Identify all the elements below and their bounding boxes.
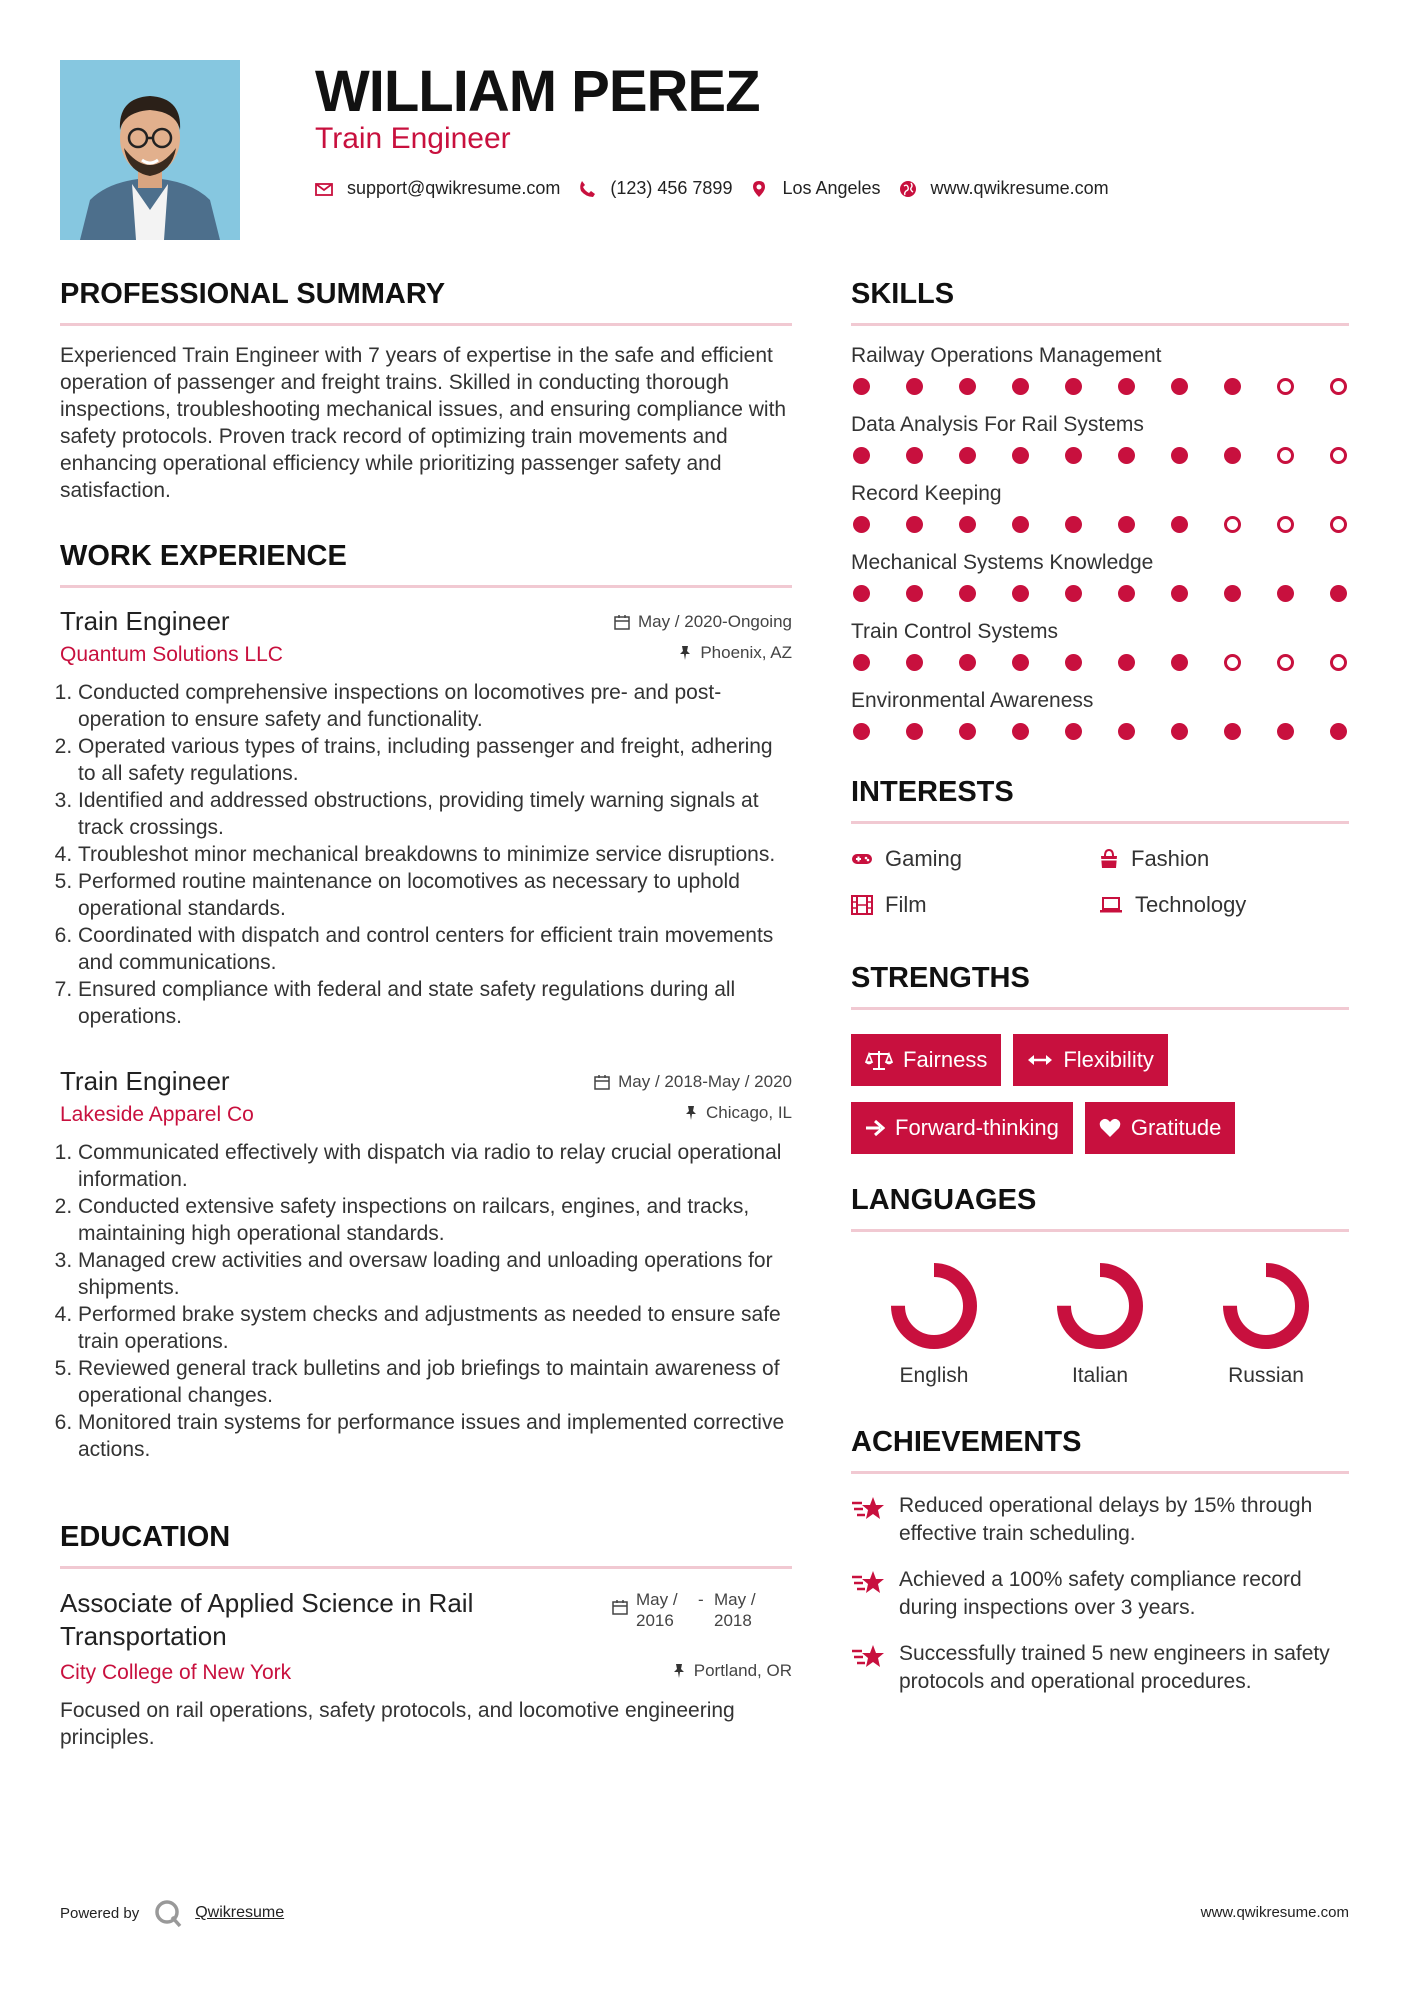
languages-heading: LANGUAGES <box>851 1184 1349 1232</box>
contact-website[interactable]: www.qwikresume.com <box>930 178 1109 198</box>
rating-dot-filled <box>906 585 923 602</box>
heart-icon <box>1099 1118 1121 1138</box>
rating-dot-filled <box>1065 378 1082 395</box>
interest-item <box>851 846 1099 872</box>
job-dates-text: May / 2018-May / 2020 <box>618 1072 792 1091</box>
rating-dot-filled <box>853 585 870 602</box>
job-dates <box>594 1072 792 1092</box>
experience-heading: WORK EXPERIENCE <box>60 540 792 588</box>
right-column <box>851 278 1349 1696</box>
rating-dot-filled <box>906 654 923 671</box>
rating-dot-filled <box>959 447 976 464</box>
rating-dot-filled <box>1012 378 1029 395</box>
job-dates-text: May / 2020-Ongoing <box>637 612 792 631</box>
profile-photo <box>60 60 240 240</box>
summary-text: Experienced Train Engineer with 7 years of expertise in the safe and efficient operation of passenger and freight trains. Skilled in conducting thorough inspections, troubleshooting mechanical issues, and ensuring compliance with safety protocols. Proven track record of optimizing train movements and enhancing operational efficiency while prioritizing passenger safety and satisfaction. <box>60 344 787 502</box>
rating-dot-filled <box>853 654 870 671</box>
calendar-icon <box>594 1074 610 1090</box>
shooting-star-icon <box>851 1568 885 1596</box>
skill-rating <box>851 447 1349 464</box>
rating-dot-filled <box>906 447 923 464</box>
gamepad-icon <box>851 851 873 867</box>
language-name: English <box>899 1364 969 1387</box>
rating-dot-empty <box>1330 654 1347 671</box>
list-item: 5. Reviewed general track bulletins and job briefings to maintain awareness of operational changes. <box>78 1355 792 1409</box>
qwikresume-link[interactable]: Qwikresume <box>195 1904 285 1921</box>
strength-badge <box>1085 1102 1236 1154</box>
language-item <box>851 1256 1017 1388</box>
education-dates: May / 2016 - May / 2018 <box>612 1589 770 1631</box>
list-item: 1. Communicated effectively with dispatch via radio to relay crucial operational information. <box>78 1139 792 1193</box>
list-item: 1. Conducted comprehensive inspections on locomotives pre- and post-operation to ensure safety and functionality. <box>78 679 792 733</box>
calendar-icon <box>612 1599 628 1615</box>
rating-dot-filled <box>1012 447 1029 464</box>
job-company: Quantum Solutions LLC <box>60 643 283 666</box>
rating-dot-filled <box>1224 378 1241 395</box>
education-entry <box>60 1587 792 1751</box>
interest-label: Fashion <box>1131 846 1210 871</box>
pin-icon <box>678 645 692 661</box>
interests-grid <box>851 846 1349 918</box>
list-item: 3. Managed crew activities and oversaw loading and unloading operations for shipments. <box>78 1247 792 1301</box>
rating-dot-filled <box>906 378 923 395</box>
candidate-role: Train Engineer <box>315 122 511 155</box>
rating-dot-filled <box>1118 723 1135 740</box>
skill-rating <box>851 654 1349 671</box>
achievement-text: Successfully trained 5 new engineers in safety protocols and operational procedures. <box>899 1642 1330 1693</box>
strengths-heading: STRENGTHS <box>851 962 1349 1010</box>
contact-location: Los Angeles <box>782 178 881 198</box>
strength-label: Flexibility <box>1063 1047 1154 1072</box>
skill-rating <box>851 378 1349 395</box>
map-pin-icon <box>750 180 768 198</box>
shopping-bag-icon <box>1099 849 1119 869</box>
rating-dot-filled <box>1118 516 1135 533</box>
list-item: 2. Operated various types of trains, including passenger and freight, adhering to all safety regulations. <box>78 733 792 787</box>
job-entry <box>60 1066 792 1463</box>
interest-label: Film <box>885 892 927 917</box>
rating-dot-empty <box>1277 378 1294 395</box>
list-item: 7. Ensured compliance with federal and state safety regulations during all operations. <box>78 976 792 1030</box>
skill-rating <box>851 516 1349 533</box>
language-item <box>1183 1256 1349 1388</box>
rating-dot-filled <box>1224 447 1241 464</box>
achievements-heading: ACHIEVEMENTS <box>851 1426 1349 1474</box>
list-item: 6. Monitored train systems for performance issues and implemented corrective actions. <box>78 1409 792 1463</box>
language-progress-ring <box>1050 1256 1150 1356</box>
job-entry <box>60 606 792 1030</box>
rating-dot-filled <box>1171 378 1188 395</box>
rating-dot-empty <box>1224 516 1241 533</box>
job-dates <box>614 612 792 632</box>
rating-dot-filled <box>959 654 976 671</box>
job-title: Train Engineer <box>60 606 230 636</box>
strengths-list <box>851 1034 1349 1154</box>
education-description: Focused on rail operations, safety protocols, and locomotive engineering principles. <box>60 1699 735 1749</box>
job-bullets <box>60 679 792 1030</box>
rating-dot-filled <box>1171 585 1188 602</box>
language-progress-ring <box>884 1256 984 1356</box>
skill-name: Data Analysis For Rail Systems <box>851 413 1144 436</box>
education-start: May / 2016 <box>636 1590 678 1630</box>
globe-icon <box>899 180 917 198</box>
list-item: 4. Troubleshot minor mechanical breakdowns to minimize service disruptions. <box>78 841 792 868</box>
calendar-icon <box>614 614 630 630</box>
balance-scale-icon <box>865 1049 893 1071</box>
laptop-icon <box>1099 896 1123 914</box>
rating-dot-filled <box>959 516 976 533</box>
job-company: Lakeside Apparel Co <box>60 1103 254 1126</box>
skill-name: Train Control Systems <box>851 620 1058 643</box>
skill-rating <box>851 723 1349 740</box>
skill-name: Railway Operations Management <box>851 344 1162 367</box>
rating-dot-filled <box>1171 516 1188 533</box>
rating-dot-filled <box>1065 654 1082 671</box>
rating-dot-filled <box>1277 585 1294 602</box>
shooting-star-icon <box>851 1642 885 1670</box>
footer-site[interactable]: www.qwikresume.com <box>1200 1904 1349 1921</box>
strength-label: Forward-thinking <box>895 1115 1059 1140</box>
envelope-icon <box>315 180 333 198</box>
job-title: Train Engineer <box>60 1066 230 1096</box>
list-item: 3. Identified and addressed obstructions, providing timely warning signals at track crossings. <box>78 787 792 841</box>
strength-badge <box>851 1034 1001 1086</box>
list-item: 2. Conducted extensive safety inspections on railcars, engines, and tracks, maintaining high operational standards. <box>78 1193 792 1247</box>
skill-name: Record Keeping <box>851 482 1002 505</box>
rating-dot-empty <box>1277 516 1294 533</box>
job-bullets <box>60 1139 792 1463</box>
rating-dot-filled <box>1224 585 1241 602</box>
rating-dot-filled <box>959 378 976 395</box>
left-column <box>60 278 792 1751</box>
skills-heading: SKILLS <box>851 278 1349 326</box>
rating-dot-filled <box>853 723 870 740</box>
film-icon <box>851 895 873 915</box>
language-progress-arc <box>898 1270 970 1342</box>
education-end: May / 2018 <box>714 1590 756 1630</box>
language-progress-arc <box>1064 1270 1136 1342</box>
job-location <box>678 643 792 663</box>
list-item: 4. Performed brake system checks and adjustments as needed to ensure safe train operations. <box>78 1301 792 1355</box>
powered-by-label: Powered by <box>60 1904 140 1922</box>
strength-badge <box>1013 1034 1167 1086</box>
contact-bar <box>315 178 1127 199</box>
rating-dot-filled <box>1012 654 1029 671</box>
shooting-star-icon <box>851 1494 885 1522</box>
footer-powered-by <box>60 1898 284 1928</box>
interest-label: Technology <box>1135 892 1247 917</box>
arrow-right-icon <box>865 1119 885 1137</box>
rating-dot-empty <box>1330 516 1347 533</box>
rating-dot-filled <box>1224 723 1241 740</box>
skill-rating <box>851 585 1349 602</box>
phone-icon <box>578 180 596 198</box>
strength-label: Fairness <box>903 1047 988 1072</box>
skill-name: Mechanical Systems Knowledge <box>851 551 1154 574</box>
rating-dot-filled <box>853 378 870 395</box>
languages-list <box>851 1256 1349 1388</box>
rating-dot-filled <box>1171 654 1188 671</box>
language-name: Italian <box>1071 1364 1129 1387</box>
interests-heading: INTERESTS <box>851 776 1349 824</box>
contact-email[interactable]: support@qwikresume.com <box>347 178 561 198</box>
rating-dot-empty <box>1277 447 1294 464</box>
interest-item <box>1099 892 1347 918</box>
education-heading: EDUCATION <box>60 1521 792 1569</box>
job-location-text: Phoenix, AZ <box>700 643 792 662</box>
school-name: City College of New York <box>60 1661 292 1684</box>
achievement-item <box>851 1640 1349 1696</box>
skill-name: Environmental Awareness <box>851 689 1094 712</box>
rating-dot-filled <box>1065 516 1082 533</box>
language-progress-ring <box>1216 1256 1316 1356</box>
rating-dot-filled <box>959 723 976 740</box>
rating-dot-filled <box>1012 516 1029 533</box>
rating-dot-filled <box>1012 723 1029 740</box>
rating-dot-filled <box>853 447 870 464</box>
rating-dot-filled <box>1065 723 1082 740</box>
interest-item <box>851 892 1099 918</box>
rating-dot-filled <box>1065 447 1082 464</box>
job-location-text: Chicago, IL <box>706 1103 792 1122</box>
job-location <box>684 1103 792 1123</box>
achievement-text: Reduced operational delays by 15% through effective train scheduling. <box>899 1494 1313 1545</box>
rating-dot-filled <box>1171 447 1188 464</box>
arrows-horizontal-icon <box>1027 1053 1053 1067</box>
rating-dot-empty <box>1224 654 1241 671</box>
rating-dot-empty <box>1330 378 1347 395</box>
rating-dot-filled <box>1277 723 1294 740</box>
rating-dot-filled <box>906 723 923 740</box>
pin-icon <box>684 1105 698 1121</box>
rating-dot-filled <box>1118 447 1135 464</box>
rating-dot-filled <box>853 516 870 533</box>
rating-dot-filled <box>1118 585 1135 602</box>
rating-dot-filled <box>959 585 976 602</box>
rating-dot-filled <box>1118 654 1135 671</box>
qwikresume-logo-icon <box>153 1898 183 1928</box>
achievement-item <box>851 1492 1349 1548</box>
rating-dot-filled <box>1171 723 1188 740</box>
achievements-list <box>851 1492 1349 1696</box>
interest-label: Gaming <box>885 846 963 871</box>
candidate-name: WILLIAM PEREZ <box>315 59 760 124</box>
language-progress-arc <box>1230 1270 1302 1342</box>
rating-dot-filled <box>1330 585 1347 602</box>
strength-label: Gratitude <box>1130 1115 1222 1140</box>
rating-dot-filled <box>1012 585 1029 602</box>
contact-phone[interactable]: (123) 456 7899 <box>610 178 733 198</box>
achievement-text: Achieved a 100% safety compliance record during inspections over 3 years. <box>899 1568 1302 1619</box>
list-item: 5. Performed routine maintenance on locomotives as necessary to uphold operational standards. <box>78 868 792 922</box>
rating-dot-filled <box>1330 723 1347 740</box>
achievement-item <box>851 1566 1349 1622</box>
skills-list <box>851 344 1349 740</box>
rating-dot-filled <box>1065 585 1082 602</box>
summary-heading: PROFESSIONAL SUMMARY <box>60 278 792 326</box>
language-name: Russian <box>1228 1364 1304 1387</box>
rating-dot-empty <box>1277 654 1294 671</box>
interest-item <box>1099 846 1347 872</box>
rating-dot-filled <box>906 516 923 533</box>
list-item: 6. Coordinated with dispatch and control centers for efficient train movements and communications. <box>78 922 792 976</box>
education-location-text: Portland, OR <box>693 1661 792 1680</box>
rating-dot-filled <box>1118 378 1135 395</box>
degree-title: Associate of Applied Science in Rail Transportation <box>60 1588 474 1651</box>
pin-icon <box>672 1663 686 1679</box>
rating-dot-empty <box>1330 447 1347 464</box>
strength-badge <box>851 1102 1073 1154</box>
education-location <box>672 1661 792 1681</box>
language-item <box>1017 1256 1183 1388</box>
